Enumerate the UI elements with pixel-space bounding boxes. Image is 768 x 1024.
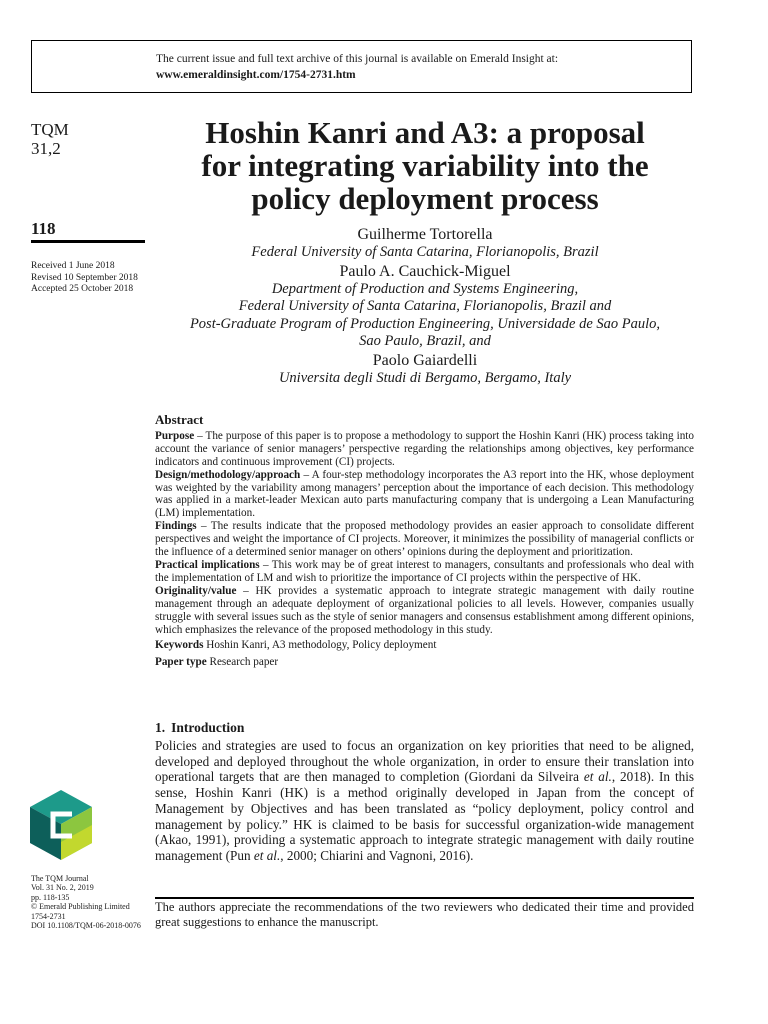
journal-url-link[interactable]: www.emeraldinsight.com/1754-2731.htm xyxy=(156,69,356,81)
page-number-rule xyxy=(31,240,145,243)
abstract-practical-implications xyxy=(155,559,694,585)
section-number: 1. xyxy=(155,720,166,735)
abstract-originality xyxy=(155,585,694,637)
accepted-date: Accepted 25 October 2018 xyxy=(31,284,134,294)
article-title xyxy=(155,116,695,215)
revised-date: Revised 10 September 2018 xyxy=(31,272,138,283)
journal-access-notice xyxy=(31,40,692,93)
section-heading xyxy=(155,720,694,736)
journal-name: The TQM Journal xyxy=(31,874,89,883)
intro-citation-etal: et al. xyxy=(253,847,281,863)
paper-type-text: Research paper xyxy=(206,656,279,669)
title-line: Hoshin Kanri and A3: a proposal xyxy=(205,115,645,150)
abstract-design xyxy=(155,469,694,521)
keywords-label: Keywords xyxy=(155,639,204,652)
intro-text: , 2000; Chiarini and Vagnoni, 2016). xyxy=(280,847,474,863)
acknowledgement-footnote: The authors appreciate the recommendations of the two reviewers who dedicated their time and provided great suggestions to enhance the manuscript. xyxy=(155,900,694,929)
volume-number-year: Vol. 31 No. 2, 2019 xyxy=(31,883,94,893)
abstract-text: – A four-step methodology incorporates the A3 report into the HK, whose deployment was weighted by the variability among managers’ perception about the importance of each decision. This methodology was applied in a market-leader Mexican auto parts manufacturing company that is undergoing a Lean Manufacturing (LM) implementation. xyxy=(155,468,694,520)
author-affiliation: Department of Production and Systems Engineering, xyxy=(271,280,579,297)
keywords-text: Hoshin Kanri, A3 methodology, Policy deployment xyxy=(203,639,437,652)
intro-text: , 2018). In this sense, Hoshin Kanri (HK) is a method originally developed in Japan from the concept of Management by Objectives and has been translated as “policy deployment, policy control and management by policy.” HK is claimed to be basis for successful organization-wide management (Akao, 1991), providing a systematic approach to integrate strategic management with daily routine management (Pun xyxy=(155,769,694,863)
submission-dates xyxy=(31,261,138,296)
paper-type-label: Paper type xyxy=(155,656,207,669)
author-name: Paulo A. Cauchick-Miguel xyxy=(339,262,511,280)
author-affiliation: Federal University of Santa Catarina, Florianopolis, Brazil and xyxy=(238,298,612,314)
abstract-label: Findings xyxy=(155,520,197,533)
abstract-findings xyxy=(155,520,694,559)
author-affiliation: Post-Graduate Program of Production Engineering, Universidade de Sao Paulo, xyxy=(189,315,661,332)
author-name: Paolo Gaiardelli xyxy=(372,351,478,369)
journal-volume-marker xyxy=(31,120,69,158)
introduction-paragraph xyxy=(155,738,694,864)
abstract-label: Design/methodology/approach xyxy=(155,468,301,481)
title-line: policy deployment process xyxy=(251,181,599,216)
title-line: for integrating variability into the xyxy=(201,148,649,183)
abstract-text: – The results indicate that the proposed methodology provides an easier approach to consolidate different perspectives and weight the importance of CI projects. Moreover, it minimizes the possibility of managerial conflicts or the influence of a determined senior manager on others’ opinions during the deployment and prioritization. xyxy=(155,520,694,559)
keywords-line xyxy=(155,639,694,652)
journal-abbrev: TQM xyxy=(31,120,69,139)
notice-text: The current issue and full text archive of this journal is available on Emerald Insight at: xyxy=(156,53,559,65)
intro-text: Policies and strategies are used to focus an organization on key priorities that need to be aligned, developed and deployed throughout the whole organization, in order to ensure their translation into operational targets that are then managed to completion (Giordani da Silveira xyxy=(155,738,694,785)
page-number: 118 xyxy=(31,219,56,238)
abstract-text: – The purpose of this paper is to propose a methodology to support the Hoshin Kanri (HK) process taking into account the variance of senior managers’ perspective regarding the relationships among objectives, key performance indicators and continuous improvement (CI) projects. xyxy=(155,429,694,468)
volume-issue: 31,2 xyxy=(31,139,61,158)
abstract-label: Originality/value xyxy=(155,584,237,597)
emerald-publishing-logo xyxy=(30,790,92,860)
paper-type-line xyxy=(155,656,694,669)
author-affiliation: Federal University of Santa Catarina, Florianopolis, Brazil xyxy=(251,244,599,260)
abstract-section xyxy=(155,414,694,669)
issn: 1754-2731 xyxy=(31,911,66,921)
page-range: pp. 118-135 xyxy=(31,892,70,902)
received-date: Received 1 June 2018 xyxy=(31,261,115,271)
abstract-text: – HK provides a systematic approach to integrate strategic management with daily routine management through an adequate deployment of organizational policies to all levels. However, companies usually struggle with several issues such as the style of senior managers and consensus establishment among different opinions, which emphasizes the relevance of the proposed methodology in this study. xyxy=(155,584,694,636)
copyright: © Emerald Publishing Limited xyxy=(31,902,130,912)
author-name: Guilherme Tortorella xyxy=(357,226,493,243)
author-block xyxy=(155,225,695,387)
author-affiliation: Universita degli Studi di Bergamo, Bergamo, Italy xyxy=(278,369,572,386)
introduction-section xyxy=(155,720,694,864)
section-title: Introduction xyxy=(171,720,245,735)
footnote-divider xyxy=(155,897,694,899)
intro-citation-etal: et al. xyxy=(583,769,612,785)
abstract-label: Purpose xyxy=(155,429,195,442)
abstract-text: – This work may be of great interest to managers, consultants and professionals who deal with the implementation of LM and wish to prioritize the importance of CI projects within the perspective of HK. xyxy=(155,558,694,584)
abstract-label: Practical implications xyxy=(155,558,260,571)
author-affiliation: Sao Paulo, Brazil, and xyxy=(359,333,491,349)
abstract-purpose xyxy=(155,430,694,469)
doi[interactable]: DOI 10.1108/TQM-06-2018-0076 xyxy=(31,921,141,931)
publication-info xyxy=(31,874,141,930)
abstract-heading: Abstract xyxy=(155,412,204,427)
